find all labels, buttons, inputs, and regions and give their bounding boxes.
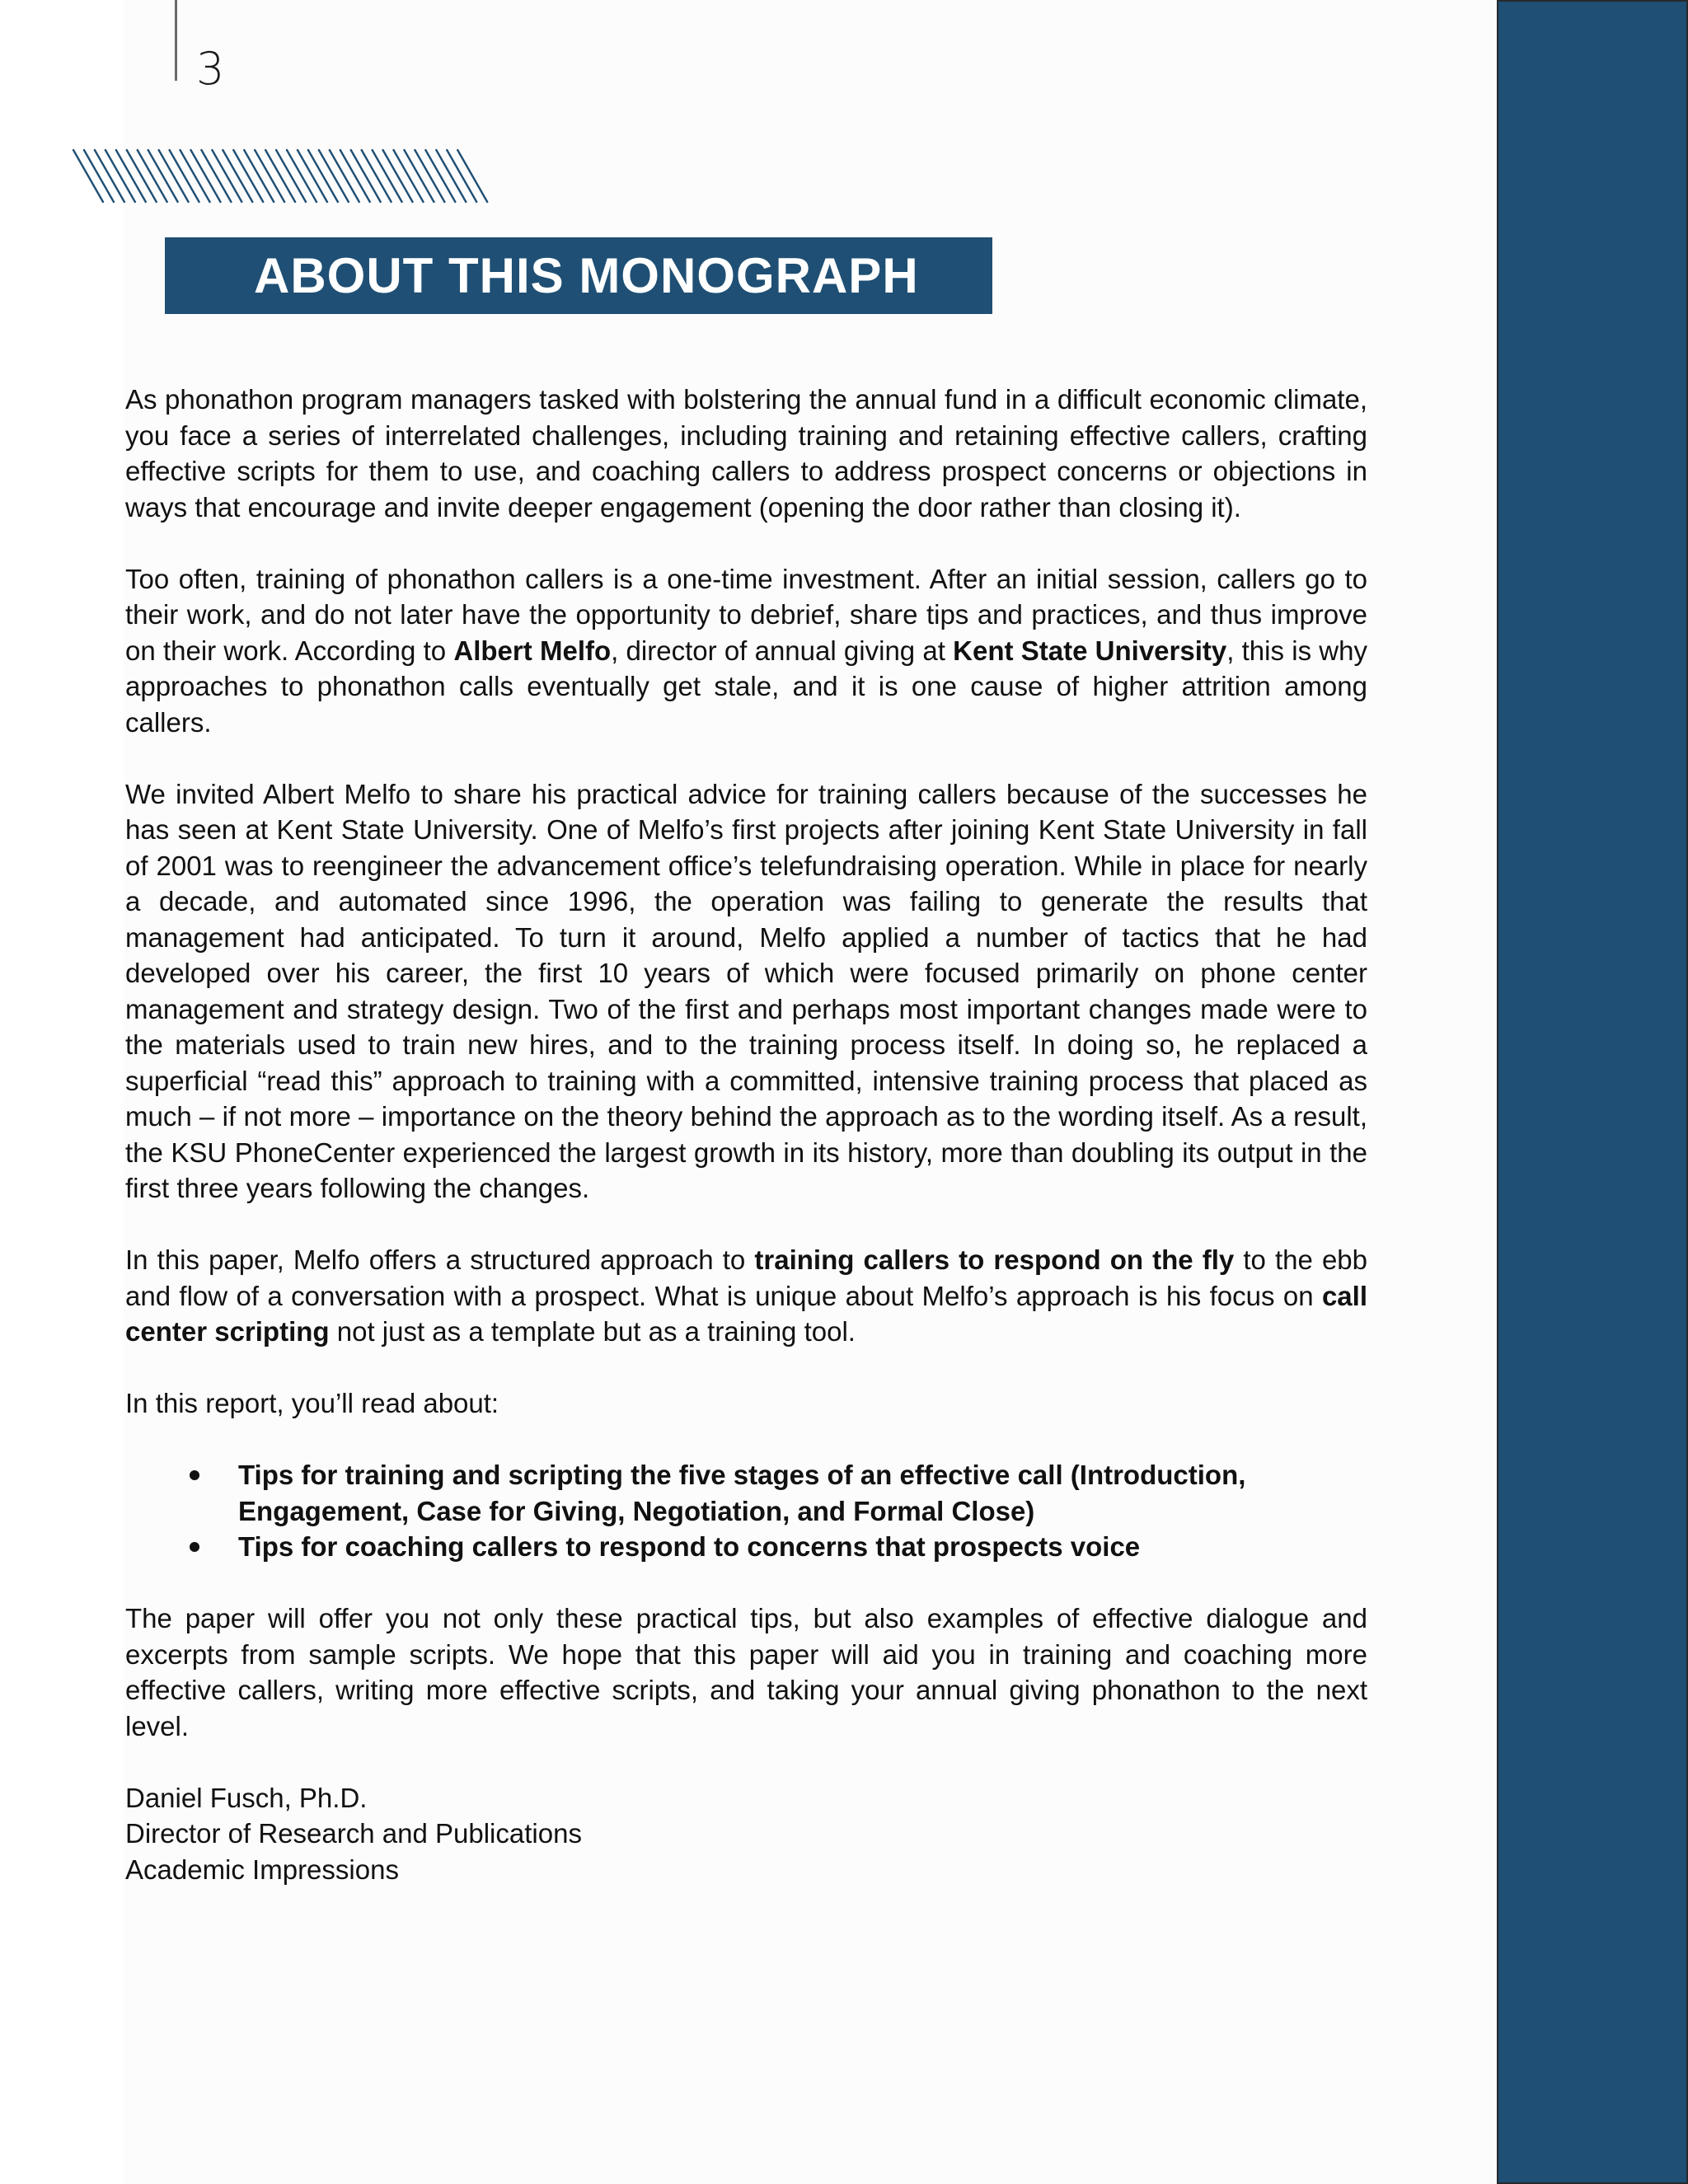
article-body bbox=[125, 382, 1367, 1887]
bullet-item bbox=[125, 1457, 1367, 1529]
text-run: not just as a template but as a training tool. bbox=[329, 1316, 856, 1347]
paragraph bbox=[125, 1242, 1367, 1350]
section-title: ABOUT THIS MONOGRAPH bbox=[254, 248, 919, 303]
page-number: 3 bbox=[196, 43, 225, 95]
text-run: , director of annual giving at bbox=[611, 635, 954, 666]
bold-phrase: training callers to respond on the fly bbox=[754, 1244, 1235, 1275]
text-run: to the ebb and flow of a conversation with a prospect. What is unique about Melfo’s approach is his focus on bbox=[125, 1244, 1368, 1311]
signature-block bbox=[125, 1780, 1367, 1888]
text-run: In this paper, Melfo offers a structured approach to bbox=[125, 1244, 755, 1275]
page-number-rule bbox=[175, 0, 177, 81]
list-intro: In this report, you’ll read about: bbox=[125, 1388, 499, 1418]
section-title-banner bbox=[165, 237, 992, 314]
text-run: , this is why approaches to phonathon calls eventually get stale, and it is one cause of higher attrition among callers. bbox=[125, 635, 1367, 738]
bold-phrase: call center scripting bbox=[125, 1280, 1367, 1347]
paragraph bbox=[125, 382, 1367, 525]
text-run: Too often, training of phonathon callers is a one-time investment. After an initial session, callers go to their work, and do not later have the opportunity to debrief, share tips and practices, and thus improve on their work. According to bbox=[125, 563, 1367, 666]
bullet-list bbox=[125, 1457, 1367, 1565]
bullet-icon bbox=[190, 1470, 199, 1480]
diagonal-hatch-icon bbox=[70, 148, 499, 204]
text-run: As phonathon program managers tasked with bolstering the annual fund in a difficult economic climate, you face a series of interrelated challenges, including training and retaining effective callers, crafting effective scripts for them to use, and coaching callers to address prospect concerns or objections in ways that encourage and invite deeper engagement (opening the door rather than closing it). bbox=[125, 384, 1367, 523]
signature-organization: Academic Impressions bbox=[125, 1854, 399, 1885]
bullet-text: Tips for coaching callers to respond to concerns that prospects voice bbox=[238, 1531, 1141, 1562]
signature-name: Daniel Fusch, Ph.D. bbox=[125, 1782, 368, 1813]
closing-paragraph: The paper will offer you not only these practical tips, but also examples of effective dialogue and excerpts from sample scripts. We hope that this paper will aid you in training and coaching more effective callers, writing more effective scripts, and taking your annual giving phonathon to the next level. bbox=[125, 1603, 1367, 1741]
bullet-item bbox=[125, 1529, 1367, 1565]
bullet-icon bbox=[190, 1542, 199, 1552]
bullet-text: Tips for training and scripting the five stages of an effective call (Introduction, Engagement, Case for Giving, Negotiation, and Formal Close) bbox=[238, 1460, 1246, 1526]
paragraph bbox=[125, 561, 1367, 741]
bold-phrase: Albert Melfo bbox=[453, 635, 612, 666]
signature-role: Director of Research and Publications bbox=[125, 1818, 582, 1849]
text-run: We invited Albert Melfo to share his practical advice for training callers because of the successes he has seen at Kent State University. One of Melfo’s first projects after joining Kent State University in fall of 2001 was to reengineer the advancement office’s telefundraising operation. While in place for nearly a decade, and automated since 1996, the operation was failing to generate the results that management had anticipated. To turn it around, Melfo applied a number of tactics that he had developed over his career, the first 10 years of which were focused primarily on phone center management and strategy design. Two of the first and perhaps most important changes made were to the materials used to train new hires, and to the training process itself. In doing so, he replaced a superficial “read this” approach to training with a committed, intensive training process that placed as much – if not more – importance on the theory behind the approach as to the wording itself. As a result, the KSU PhoneCenter experienced the largest growth in its history, more than doubling its output in the first three years following the changes. bbox=[125, 778, 1367, 1203]
paragraph bbox=[125, 776, 1367, 1207]
bold-phrase: Kent State University bbox=[953, 635, 1227, 666]
right-sidebar-band bbox=[1497, 0, 1688, 2184]
